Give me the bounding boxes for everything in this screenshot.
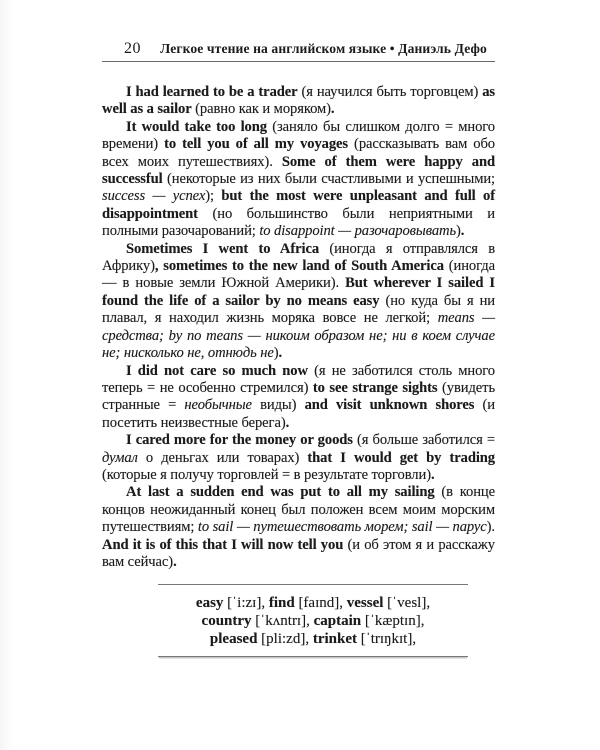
paragraph: I cared more for the money or goods (я больше заботился = думал о деньгах или товарах) that I would get by trading (которые я получу торговлей = в результате торговли).	[102, 432, 496, 483]
vocab-line: easy [ˈi:zɪ], find [faɪnd], vessel [ˈvesl],	[195, 595, 431, 612]
paragraph: It would take too long (заняло бы слишком долго = много времени) to tell you of all my voyages (рассказывать вам обо всех моих путешествиях). Some of them were happy and successful (некоторые из них были счастливыми и успешными; success — успех); but the most were unpleasant and full of disappointment (но большинство были неприятными и полными разочарований; to disappoint — разочаровывать).	[102, 118, 495, 240]
page-header	[102, 40, 495, 58]
paragraph: I had learned to be a trader (я научился быть торговцем) as well as a sailor (равно как и моряком).	[102, 84, 495, 118]
header-rule	[102, 61, 495, 62]
paragraph: I did not care so much now (я не заботился столь много теперь = не особенно стремился) to see strange sights (увидеть странные = необычные виды) and visit unknown shores (и посетить неизвестные берега).	[102, 362, 496, 431]
vocab-line: pleased [pli:zd], trinket [ˈtrɪŋkɪt],	[209, 630, 417, 647]
text-body	[102, 84, 495, 571]
paragraph: Sometimes I went to Africa (иногда я отправлялся в Африку), sometimes to the new land of South America (иногда — в новые земли Южной Америки). But wherever I sailed I found the life of a sailor by no means easy (но куда бы я ни плавал, я находил жизнь моряка вовсе не легкой; means — средства; by no means — никоим образом не; ни в коем случае не; нисколько не, отнюдь не).	[102, 240, 495, 362]
vocab-line: country [ˈkʌntrɪ], captain [ˈkæptɪn],	[201, 612, 425, 629]
page-number: 20	[124, 40, 141, 57]
running-title: Легкое чтение на английском языке • Даниэль Дефо	[160, 41, 487, 56]
vocab-box	[158, 584, 468, 657]
paragraph: At last a sudden end was put to all my sailing (в конце концов неожиданный конец был положен всем моим морским путешествиям; to sail — путешествовать морем; sail — парус). And it is of this that I will now tell you (и об этом я и расскажу вам сейчас).	[102, 484, 496, 570]
